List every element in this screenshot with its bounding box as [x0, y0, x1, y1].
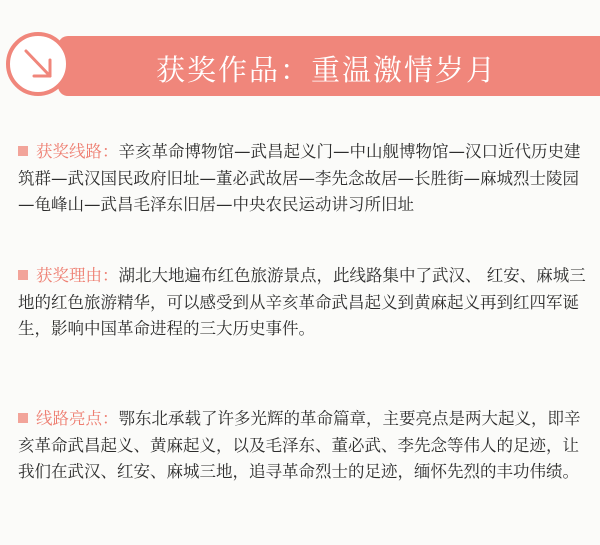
arrow-down-right-icon	[6, 32, 70, 96]
section-highlights	[18, 406, 593, 486]
section-label: 获奖线路：	[36, 142, 119, 161]
section-route	[18, 139, 593, 219]
section-text: 辛亥革命博物馆—武昌起义门—中山舰博物馆—汉口近代历史建筑群—武汉国民政府旧址—董必武故居—李先念故居—长胜街—麻城烈士陵园—龟峰山—武昌毛泽东旧居—中央农民运动讲习所旧址	[18, 142, 581, 214]
title-bar	[58, 36, 600, 96]
page-title: 获奖作品：重温激情岁月	[156, 53, 498, 87]
bullet-marker	[18, 413, 28, 423]
title-banner	[0, 32, 600, 100]
section-reason	[18, 263, 593, 343]
section-text: 鄂东北承载了许多光辉的革命篇章，主要亮点是两大起义，即辛亥革命武昌起义、黄麻起义，以及毛泽东、董必武、李先念等伟人的足迹，让我们在武汉、红安、麻城三地，追寻革命烈士的足迹，缅怀先烈的丰功伟绩。	[18, 409, 581, 481]
bullet-marker	[18, 146, 28, 156]
section-label: 获奖理由：	[36, 266, 119, 285]
section-text: 湖北大地遍布红色旅游景点，此线路集中了武汉、 红安、麻城三地的红色旅游精华，可以感受到从辛亥革命武昌起义到黄麻起义再到红四军诞生，影响中国革命进程的三大历史事件。	[18, 266, 586, 338]
section-label: 线路亮点：	[36, 409, 119, 428]
bullet-marker	[18, 270, 28, 280]
